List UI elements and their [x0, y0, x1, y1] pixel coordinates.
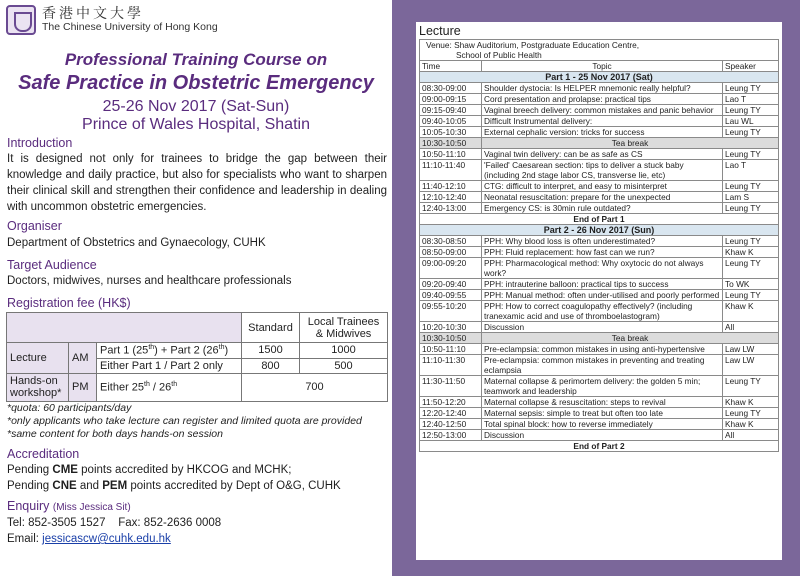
course-venue: Prince of Wales Hospital, Shatin — [82, 116, 310, 133]
university-name-en: The Chinese University of Hong Kong — [42, 21, 218, 33]
accreditation-cne-pem: Pending CNE and PEM points accredited by Dept of O&G, CUHK — [7, 480, 341, 492]
schedule-header-row — [420, 61, 779, 72]
session-topic: Maternal sepsis: simple to treat but often too late — [482, 408, 723, 419]
introduction-text: It is designed not only for trainees to bridge the gap between their knowledge and daily practice, but also for specialists who want to sharpen their clinical skill and strengthen their confidence and leadership in dealing with uncommon obstetric emergencies. — [7, 153, 387, 213]
enquiry-contact: (Miss Jessica Sit) — [52, 502, 131, 513]
session-row — [420, 355, 779, 376]
session-time: 11:50-12:20 — [420, 397, 482, 408]
session-topic: Neonatal resuscitation: prepare for the unexpected — [482, 192, 723, 203]
session-row — [420, 236, 779, 247]
course-title-line2: Safe Practice in Obstetric Emergency — [18, 72, 374, 94]
session-row — [420, 397, 779, 408]
session-time: 08:30-08:50 — [420, 236, 482, 247]
fee-row-workshop: Hands-on workshop* — [7, 373, 69, 401]
session-row — [420, 344, 779, 355]
session-speaker: Leung TY — [723, 105, 779, 116]
session-topic: Discussion — [482, 322, 723, 333]
session-topic: PPH: How to correct coagulopathy effectively? (including tranexamic acid and use of thromboelastogram) — [482, 301, 723, 322]
fee-workshop-price: 700 — [242, 373, 388, 401]
session-time: 12:10-12:40 — [420, 192, 482, 203]
part-header-row — [420, 225, 779, 236]
organiser-heading: Organiser — [7, 219, 62, 233]
session-time: 11:10-11:40 — [420, 160, 482, 181]
session-row — [420, 419, 779, 430]
part-end-row — [420, 441, 779, 452]
session-speaker: Khaw K — [723, 301, 779, 322]
session-row — [420, 430, 779, 441]
session-row — [420, 192, 779, 203]
session-speaker: Leung TY — [723, 408, 779, 419]
university-logo — [6, 5, 218, 35]
session-time: 08:30-09:00 — [420, 83, 482, 94]
session-row — [420, 181, 779, 192]
part-header: Part 2 - 26 Nov 2017 (Sun) — [420, 225, 779, 236]
session-speaker: Lau WL — [723, 116, 779, 127]
session-time: 10:30-10:50 — [420, 138, 482, 149]
session-speaker: Leung TY — [723, 290, 779, 301]
enquiry-phone-fax: Tel: 852-3505 1527 Fax: 852-2636 0008 — [7, 517, 222, 529]
session-speaker: Khaw K — [723, 247, 779, 258]
introduction-heading: Introduction — [7, 136, 73, 150]
session-time: 10:50-11:10 — [420, 344, 482, 355]
fee-col-local: Local Trainees & Midwives — [300, 313, 388, 343]
university-name-cn: 香港中文大學 — [42, 5, 144, 21]
session-speaker: To WK — [723, 279, 779, 290]
session-time: 10:05-10:30 — [420, 127, 482, 138]
enquiry-heading: Enquiry (Miss Jessica Sit) — [7, 499, 131, 513]
session-row — [420, 149, 779, 160]
session-row — [420, 376, 779, 397]
part-header: Part 1 - 25 Nov 2017 (Sat) — [420, 72, 779, 83]
session-row — [420, 301, 779, 322]
session-topic: Maternal collapse & resuscitation: steps to revival — [482, 397, 723, 408]
fee-col-standard: Standard — [242, 313, 300, 343]
session-row — [420, 408, 779, 419]
session-time: 09:40-09:55 — [420, 290, 482, 301]
fee-both-standard: 1500 — [242, 343, 300, 359]
session-row — [420, 160, 779, 181]
session-row — [420, 258, 779, 279]
session-speaker: All — [723, 430, 779, 441]
session-time: 11:30-11:50 — [420, 376, 482, 397]
registration-fee-table — [6, 312, 388, 402]
fee-row-lecture: Lecture — [7, 343, 69, 374]
session-topic: PPH: Manual method: often under-utilised and poorly performed — [482, 290, 723, 301]
session-speaker: Law LW — [723, 355, 779, 376]
session-speaker: Leung TY — [723, 181, 779, 192]
session-speaker: All — [723, 322, 779, 333]
fee-option-single-part: Either Part 1 / Part 2 only — [97, 358, 242, 373]
session-row — [420, 105, 779, 116]
session-topic: Vaginal twin delivery: can be as safe as CS — [482, 149, 723, 160]
enquiry-email-line: Email: jessicascw@cuhk.edu.hk — [7, 533, 171, 545]
session-time: 08:50-09:00 — [420, 247, 482, 258]
session-topic: Difficult Instrumental delivery: — [482, 116, 723, 127]
note-same-content: *same content for both days hands-on session — [7, 428, 223, 440]
lecture-card — [416, 22, 782, 560]
session-time: 09:00-09:15 — [420, 94, 482, 105]
session-time: 12:40-12:50 — [420, 419, 482, 430]
session-time: 09:00-09:20 — [420, 258, 482, 279]
session-speaker: Leung TY — [723, 149, 779, 160]
session-speaker: Lam S — [723, 192, 779, 203]
fee-row-pm: PM — [69, 373, 97, 401]
session-speaker: Khaw K — [723, 419, 779, 430]
course-date: 25-26 Nov 2017 (Sat-Sun) — [102, 98, 290, 115]
col-topic: Topic — [482, 61, 723, 72]
course-title-line1: Professional Training Course on — [64, 50, 328, 69]
session-speaker: Leung TY — [723, 203, 779, 214]
col-time: Time — [420, 61, 482, 72]
session-speaker: Leung TY — [723, 127, 779, 138]
session-topic: 'Failed' Caesarean section: tips to deliver a stuck baby (including 2nd stage labor CS, transverse lie, etc) — [482, 160, 723, 181]
venue-cell: Venue: Shaw Auditorium, Postgraduate Education Centre, School of Public Health — [420, 40, 779, 61]
fee-option-workshop: Either 25th / 26th — [97, 373, 242, 401]
email-link[interactable]: jessicascw@cuhk.edu.hk — [42, 533, 171, 545]
session-topic: PPH: intrauterine balloon: practical tips to success — [482, 279, 723, 290]
part-end-row — [420, 214, 779, 225]
session-speaker: Lao T — [723, 160, 779, 181]
session-topic: Discussion — [482, 430, 723, 441]
session-speaker: Khaw K — [723, 397, 779, 408]
session-row — [420, 127, 779, 138]
session-time: 12:50-13:00 — [420, 430, 482, 441]
session-topic: Emergency CS: is 30min rule outdated? — [482, 203, 723, 214]
session-row — [420, 247, 779, 258]
session-time: 12:40-13:00 — [420, 203, 482, 214]
tea-break-row — [420, 333, 779, 344]
fee-option-both-parts: Part 1 (25th) + Part 2 (26th) — [97, 343, 242, 359]
session-topic: Pre-eclampsia: common mistakes in using anti-hypertensive — [482, 344, 723, 355]
part-end-label: End of Part 2 — [420, 441, 779, 452]
part-end-label: End of Part 1 — [420, 214, 779, 225]
session-speaker: Leung TY — [723, 376, 779, 397]
lecture-schedule-table — [419, 39, 779, 452]
session-time: 09:20-09:40 — [420, 279, 482, 290]
col-speaker: Speaker — [723, 61, 779, 72]
session-time: 09:15-09:40 — [420, 105, 482, 116]
fee-single-standard: 800 — [242, 358, 300, 373]
session-row — [420, 94, 779, 105]
session-topic: Shoulder dystocia: Is HELPER mnemonic really helpful? — [482, 83, 723, 94]
audience-text: Doctors, midwives, nurses and healthcare professionals — [7, 275, 292, 287]
tea-break-label: Tea break — [482, 333, 779, 344]
venue-row — [420, 40, 779, 61]
session-row — [420, 279, 779, 290]
session-row — [420, 322, 779, 333]
session-time: 10:50-11:10 — [420, 149, 482, 160]
session-time: 12:20-12:40 — [420, 408, 482, 419]
session-time: 11:40-12:10 — [420, 181, 482, 192]
session-topic: External cephalic version: tricks for success — [482, 127, 723, 138]
schedule-panel — [392, 0, 800, 576]
session-speaker: Leung TY — [723, 83, 779, 94]
session-time: 11:10-11:30 — [420, 355, 482, 376]
fee-notes — [7, 402, 391, 441]
session-speaker: Lao T — [723, 94, 779, 105]
organiser-text: Department of Obstetrics and Gynaecology, CUHK — [7, 237, 266, 249]
session-time: 10:30-10:50 — [420, 333, 482, 344]
university-seal-icon — [6, 5, 36, 35]
session-speaker: Leung TY — [723, 258, 779, 279]
session-time: 09:40-10:05 — [420, 116, 482, 127]
accreditation-cme: Pending CME points accredited by HKCOG and MCHK; — [7, 464, 292, 476]
session-row — [420, 83, 779, 94]
note-quota: *quota: 60 participants/day — [7, 402, 132, 414]
note-lecture-required: *only applicants who take lecture can register and limited quota are provided — [7, 415, 362, 427]
fee-heading: Registration fee (HK$) — [7, 296, 131, 310]
session-topic: Total spinal block: how to reverse immediately — [482, 419, 723, 430]
session-row — [420, 116, 779, 127]
fee-both-local: 1000 — [300, 343, 388, 359]
session-topic: CTG: difficult to interpret, and easy to misinterpret — [482, 181, 723, 192]
tea-break-row — [420, 138, 779, 149]
accreditation-heading: Accreditation — [7, 447, 80, 461]
session-time: 10:20-10:30 — [420, 322, 482, 333]
session-topic: Maternal collapse & perimortem delivery: the golden 5 min; teamwork and leadership — [482, 376, 723, 397]
session-speaker: Leung TY — [723, 236, 779, 247]
tea-break-label: Tea break — [482, 138, 779, 149]
session-topic: PPH: Pharmacological method: Why oxytocic do not always work? — [482, 258, 723, 279]
session-topic: PPH: Fluid replacement: how fast can we run? — [482, 247, 723, 258]
lecture-heading: Lecture — [419, 24, 461, 38]
session-row — [420, 290, 779, 301]
session-time: 09:55-10:20 — [420, 301, 482, 322]
fee-row-am: AM — [69, 343, 97, 374]
session-topic: Cord presentation and prolapse: practical tips — [482, 94, 723, 105]
session-speaker: Law LW — [723, 344, 779, 355]
session-topic: Pre-eclampsia: common mistakes in preventing and treating eclampsia — [482, 355, 723, 376]
audience-heading: Target Audience — [7, 258, 97, 272]
session-topic: Vaginal breech delivery: common mistakes and panic behavior — [482, 105, 723, 116]
fee-single-local: 500 — [300, 358, 388, 373]
course-info-panel — [0, 0, 392, 576]
session-topic: PPH: Why blood loss is often underestimated? — [482, 236, 723, 247]
session-row — [420, 203, 779, 214]
part-header-row — [420, 72, 779, 83]
